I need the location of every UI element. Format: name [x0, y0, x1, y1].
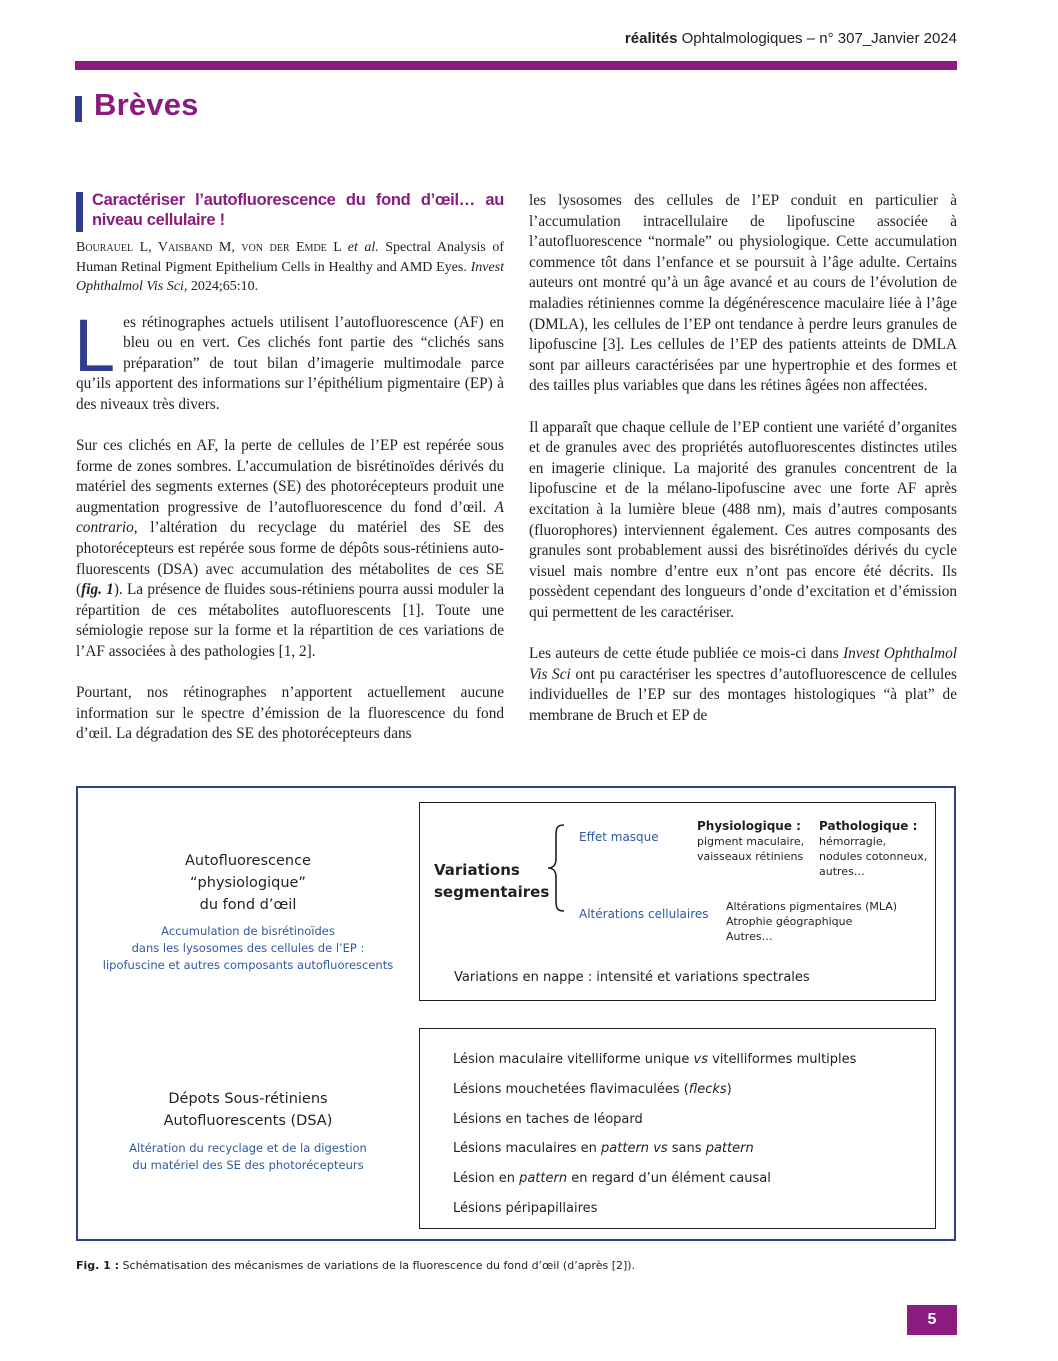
lesion-1-b: vitelliformes multiples — [707, 1052, 857, 1067]
dsa-heading — [78, 1088, 418, 1132]
lesion-4-i1: pattern — [601, 1141, 650, 1157]
lesion-2-a: Lésions mouchetées flavimaculées ( — [453, 1081, 689, 1097]
pathologique-item-2: nodules cotonneux, — [819, 850, 928, 863]
lesion-4-b: sans — [667, 1141, 706, 1157]
paragraph-auteurs-a: Les auteurs de cette étude publiée ce mois-ci dans — [529, 645, 844, 663]
paragraph-auteurs-b: ont pu caractériser les spectres d’autofluorescence de cellules individuelles de l’EP sur des montages histologiques “à plat” de membrane de Bruch et EP de — [529, 665, 957, 724]
alterations-list — [726, 899, 897, 944]
citation-authors: Bourauel L, Vaisband M, von der Emde L — [76, 240, 348, 255]
paragraph-auteurs-journal: Invest Ophthalmol Vis Sci — [529, 645, 958, 683]
figure-reference: fig. 1 — [81, 581, 114, 599]
lesion-5-b: en regard d’un élément causal — [567, 1171, 771, 1187]
dsa-desc-2: du matériel des SE des photorécepteurs — [132, 1158, 364, 1172]
physio-af-desc-1: Accumulation de bisrétinoïdes — [161, 924, 335, 938]
pathologique-item-1: hémorragie, — [819, 835, 887, 848]
variations-box — [419, 802, 936, 1001]
lesion-item — [453, 1164, 935, 1194]
pathologique-heading: Pathologique : — [819, 819, 918, 833]
lesion-4-i2: vs — [653, 1141, 668, 1157]
header-rule — [75, 61, 957, 70]
physio-af-heading — [78, 850, 418, 916]
effet-masque-label: Effet masque — [579, 830, 659, 844]
lesion-2-i: flecks — [688, 1081, 727, 1097]
lesion-item: Lésions en taches de léopard — [453, 1111, 643, 1127]
paragraph-af-b: , l’altération du recyclage du matériel des SE des photorécepteurs est repérée sous forme de dépôts sous-rétiniens auto-fluorescents (DSA) avec accumulation des métabolites de ces SE ( — [76, 519, 504, 599]
physiologique-heading: Physiologique : — [697, 819, 801, 833]
citation-journal: Invest Ophthalmol Vis Sci — [76, 259, 504, 294]
lesion-4-a: Lésions maculaires en — [453, 1141, 602, 1157]
paragraph-intro — [74, 303, 504, 416]
journal-name-bold: réalités — [624, 30, 678, 47]
section-title: Brèves — [94, 87, 199, 122]
physio-af-title-1: Autofluorescence — [185, 853, 311, 869]
left-column — [76, 190, 504, 766]
dsa-description — [78, 1140, 418, 1174]
paragraph-af-c: ). La présence de fluides sous-rétiniens pourra aussi moduler la répartition de ces métabolites autofluorescents [1]. Toute une sémiologie repose sur la forme et la répartition de ces variations de l’AF associées à des pathologies [1, 2]. — [76, 581, 504, 660]
physio-af-title-2: “physiologique” — [190, 875, 306, 891]
citation-ref: , 2024;65:10. — [183, 279, 259, 294]
lesion-item — [453, 1045, 935, 1075]
paragraph-pourtant: Pourtant, nos rétinographes n’apportent actuellement aucune information sur le spectre d’émission de la fluorescence du fond d’œil. La dégradation des SE des photorécepteurs dans — [76, 684, 504, 743]
section-marker — [75, 96, 82, 122]
variations-nappe-label: Variations en nappe : intensité et variations spectrales — [454, 970, 810, 985]
alterations-item-2: Atrophie géographique — [726, 915, 853, 928]
paragraph-af-a: Sur ces clichés en AF, la perte de cellules de l’EP est repérée sous forme de zones sombres. L’accumulation de bisrétinoïdes dérivés du matériel des segments externes (SE) des photorécepteurs produit une augmentation progressive de l’autofluorescence du fond d’œil. — [76, 437, 504, 516]
physiologique-list — [697, 819, 804, 864]
variations-segmentaires-label — [434, 859, 549, 903]
lesion-5-i: pattern — [519, 1171, 568, 1187]
physio-af-desc-2: dans les lysosomes des cellules de l’EP : — [131, 941, 365, 955]
lesion-1-a: Lésion maculaire vitelliforme unique — [453, 1052, 694, 1067]
alterations-item-1: Altérations pigmentaires (MLA) — [726, 900, 898, 913]
journal-issue: Ophtalmologiques – n° 307_Janvier 2024 — [677, 30, 957, 47]
paragraph-af — [76, 436, 504, 663]
physio-af-title-3: du fond d’œil — [199, 897, 297, 913]
curly-brace-icon — [546, 823, 566, 913]
variations-label-2: segmentaires — [434, 883, 550, 901]
lesions-box — [419, 1028, 936, 1229]
paragraph-af-italic: A contrario — [76, 498, 504, 537]
article-title: Caractériser l’autofluorescence du fond d’œil… au niveau cellulaire ! — [92, 191, 504, 229]
physio-af-desc-3: lipofuscine et autres composants autofluorescents — [102, 958, 394, 972]
caption-text: Schématisation des mécanismes de variations de la fluorescence du fond d’œil (d’après [2]). — [119, 1259, 636, 1272]
article-title-block — [76, 190, 504, 230]
lesion-item — [453, 1134, 935, 1164]
caption-label: Fig. 1 : — [76, 1259, 120, 1272]
lesion-2-b: ) — [726, 1081, 732, 1097]
lesion-item — [453, 1075, 935, 1105]
citation-title: Spectral Analysis of Human Retinal Pigment Epithelium Cells in Healthy and AMD Eyes. — [76, 240, 505, 275]
paragraph-auteurs — [529, 644, 957, 726]
page-number: 5 — [907, 1305, 957, 1335]
physiologique-item-1: pigment maculaire, — [697, 835, 805, 848]
figure-caption — [76, 1259, 635, 1272]
drop-cap: L — [74, 303, 116, 387]
lesion-5-a: Lésion en — [453, 1171, 520, 1187]
dsa-title-2: Autofluorescents (DSA) — [163, 1113, 333, 1129]
citation-et-al: et al. — [347, 240, 379, 255]
lesion-item: Lésions péripapillaires — [453, 1200, 598, 1216]
pathologique-list — [819, 819, 927, 879]
article-citation — [76, 238, 504, 297]
physio-af-description — [78, 923, 418, 974]
figure-1 — [76, 786, 956, 1241]
pathologique-item-3: autres… — [819, 865, 865, 878]
dsa-desc-1: Altération du recyclage et de la digestion — [129, 1141, 367, 1155]
physiologique-item-2: vaisseaux rétiniens — [697, 850, 804, 863]
paragraph-organites: Il apparaît que chaque cellule de l’EP contient une variété d’organites et de granules avec des propriétés autofluorescentes distinctes utiles en imagerie clinique. La majorité des granules concentrent de la lipofuscine et de la mélano-lipofuscine avec une forte AF après excitation à la lumière bleue (488 nm), mais d’autres composants (fluorophores) interviennent également. Ces autres composants des granules sont probablement aussi des bisrétinoïdes dérivés du cycle visuel mais nombre d’entre eux n’ont pas encore été décrits. Ils possèdent cependant des longueurs d’onde d’excitation et d’émission qui permettent de les caractériser. — [529, 418, 957, 621]
paragraph-intro-text: es rétinographes actuels utilisent l’autofluorescence (AF) en bleu ou en vert. Ces clichés font partie des “clichés sans préparation” de tout bilan d’imagerie multimodale parce qu’ils apportent des informations sur l’épithélium pigmentaire (EP) à des niveaux très divers. — [76, 313, 504, 413]
variations-label-1: Variations — [434, 861, 520, 879]
article-title-marker — [76, 192, 83, 232]
right-column — [529, 191, 957, 747]
paragraph-lysosomes: les lysosomes des cellules de l’EP conduit en particulier à l’accumulation intracellulaire de lipofuscine associée à l’autofluorescence “normale” ou physiologique. Cette accumulation commence tôt dans l’enfance et se poursuit à l’âge adulte. Certains auteurs ont montré qu’à un âge avancé et au cours de l’évolution de maladies rétiniennes comme la dégénérescence maculaire liée à l’âge (DMLA), les cellules de l’EP ont tendance à perdre leurs granules de lipofuscine [3]. Les cellules de l’EP des patients atteints de DMLA sont par ailleurs caractérisées par une hypertrophie et des formes et des tailles plus variables que dans les rétines âgées non affectées. — [529, 192, 957, 395]
running-header — [500, 30, 957, 47]
alterations-item-3: Autres… — [726, 930, 773, 943]
lesion-4-i3: pattern — [705, 1141, 754, 1157]
lesion-1-i: vs — [693, 1052, 708, 1067]
dsa-title-1: Dépots Sous-rétiniens — [168, 1091, 328, 1107]
alterations-cellulaires-label: Altérations cellulaires — [579, 907, 709, 921]
